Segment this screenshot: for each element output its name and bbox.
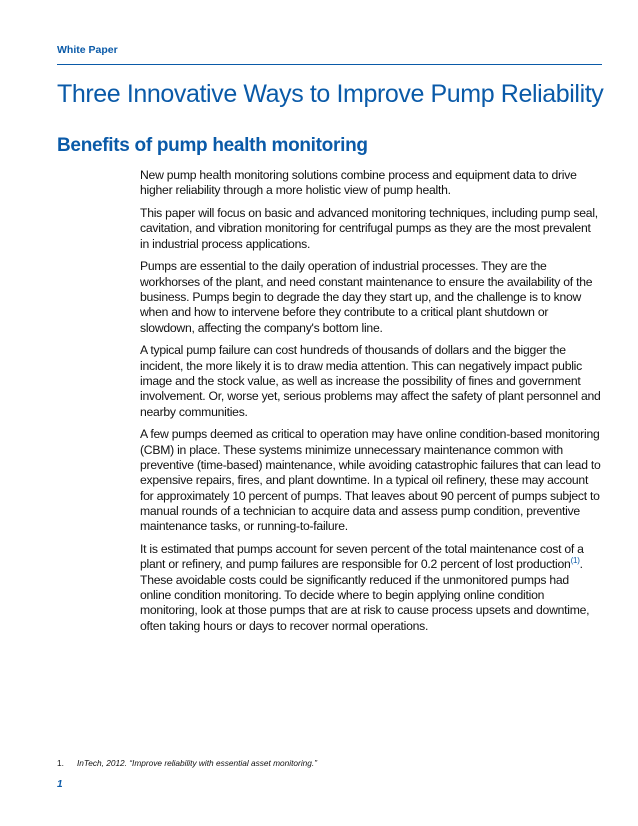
footnote-reference[interactable]: (1)	[570, 556, 580, 566]
paragraph-text: It is estimated that pumps account for seven percent of the total maintenance cost of a plant or refinery, and pump failures are responsible for 0.2 percent of lost production	[140, 542, 584, 572]
paragraph-text: . These avoidable costs could be significantly reduced if the unmonitored pumps had online condition monitoring. To decide where to begin applying online condition monitoring, look at those pumps that are at risk to cause process upsets and downtime, often taking hours or days to recover normal operations.	[140, 557, 590, 633]
body-text	[140, 168, 602, 641]
footnote-number: 1.	[57, 758, 64, 768]
page-title: Three Innovative Ways to Improve Pump Reliability	[57, 80, 604, 108]
paragraph: Pumps are essential to the daily operation of industrial processes. They are the workhorses of the plant, and need constant maintenance to ensure the availability of the business. Pumps begin to degrade the day they start up, and the challenge is to know when and how to intervene before they contribute to a critical plant shutdown or slowdown, affecting the company's bottom line.	[140, 259, 593, 335]
page-number: 1	[57, 779, 63, 790]
paragraph: A typical pump failure can cost hundreds of thousands of dollars and the bigger the incident, the more likely it is to draw media attention. This can negatively impact public image and the stock value, as well as increase the possibility of fines and government involvement. Or, worse yet, serious problems may affect the safety of plant personnel and nearby communities.	[140, 343, 601, 419]
document-type-label: White Paper	[57, 44, 118, 56]
paragraph	[140, 542, 602, 634]
paragraph: This paper will focus on basic and advanced monitoring techniques, including pump seal, cavitation, and vibration monitoring for centrifugal pumps as they are the most prevalent in industrial process applications.	[140, 206, 598, 251]
header-rule	[57, 64, 602, 65]
footnote-text: InTech, 2012. “Improve reliability with essential asset monitoring.”	[77, 758, 317, 768]
section-heading: Benefits of pump health monitoring	[57, 135, 368, 156]
paragraph: A few pumps deemed as critical to operation may have online condition-based monitoring (CBM) in place. These systems minimize unnecessary maintenance common with preventive (time-based) maintenance, while avoiding catastrophic failures that can lead to expensive repairs, fires, and plant downtime. In a typical oil refinery, these may account for approximately 10 percent of pumps. That leaves about 90 percent of pumps subject to manual rounds of a technician to acquire data and assess pump condition, preventive maintenance tasks, or running-to-failure.	[140, 427, 601, 534]
footnote	[57, 758, 602, 768]
paragraph: New pump health monitoring solutions combine process and equipment data to drive higher reliability through a more holistic view of pump health.	[140, 168, 577, 198]
